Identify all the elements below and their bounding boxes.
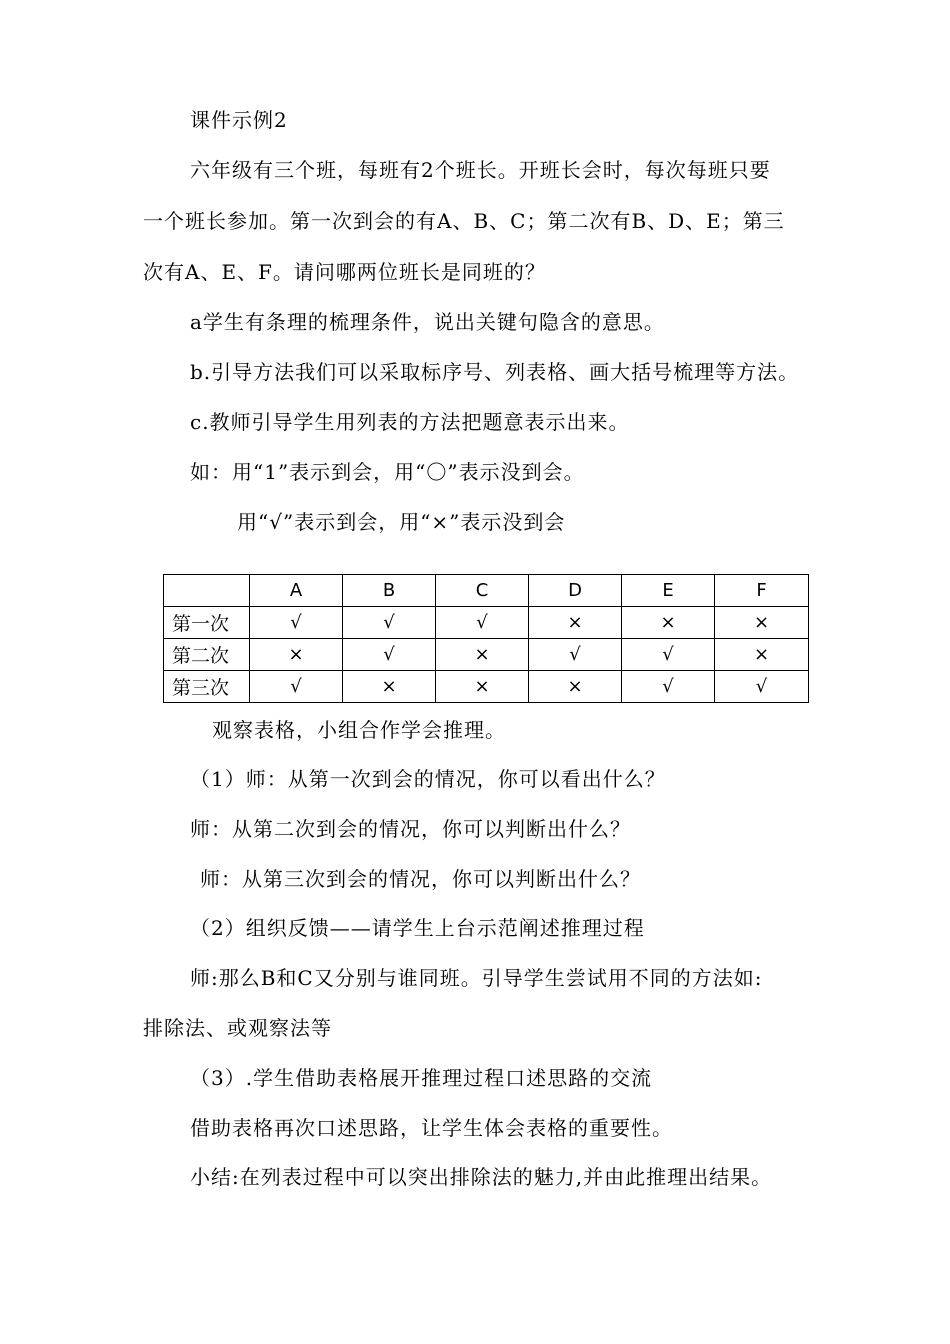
table-cell: × — [529, 671, 622, 703]
row-label: 第一次 — [164, 607, 250, 639]
problem-line-1: 六年级有三个班，每班有2个班长。开班长会时，每次每班只要 — [190, 158, 771, 182]
question-2: 师：从第二次到会的情况，你可以判断出什么？ — [190, 817, 631, 841]
column-header: A — [250, 575, 343, 607]
step-b: b.引导方法我们可以采取标序号、列表格、画大括号梳理等方法。 — [190, 360, 800, 384]
step-3: （3）.学生借助表格展开推理过程口述思路的交流 — [190, 1066, 653, 1090]
question-3: 师：从第三次到会的情况，你可以判断出什么？ — [200, 867, 641, 891]
table-corner-cell — [164, 575, 250, 607]
table-cell: √ — [250, 607, 343, 639]
table-row — [164, 671, 809, 703]
attendance-table — [163, 574, 809, 703]
table-cell: × — [622, 607, 715, 639]
teacher-line-1: 师:那么B和C又分别与谁同班。引导学生尝试用不同的方法如: — [190, 966, 763, 990]
row-label: 第三次 — [164, 671, 250, 703]
table-cell: √ — [343, 607, 436, 639]
summary-line: 小结:在列表过程中可以突出排除法的魅力,并由此推理出结果。 — [190, 1165, 773, 1189]
column-header: D — [529, 575, 622, 607]
table-cell: √ — [529, 639, 622, 671]
table-cell: × — [250, 639, 343, 671]
table-cell: × — [343, 671, 436, 703]
column-header: E — [622, 575, 715, 607]
example-2: 用“√”表示到会，用“×”表示没到会 — [237, 510, 566, 534]
step-a: a学生有条理的梳理条件，说出关键句隐含的意思。 — [190, 310, 665, 334]
example-1: 如：用“1”表示到会，用“〇”表示没到会。 — [190, 460, 585, 484]
table-cell: √ — [715, 671, 809, 703]
problem-line-2: 一个班长参加。第一次到会的有A、B、C；第二次有B、D、E；第三 — [143, 209, 785, 233]
table-cell: × — [529, 607, 622, 639]
table-cell: √ — [436, 607, 529, 639]
heading: 课件示例2 — [190, 108, 288, 132]
table-header-row — [164, 575, 809, 607]
table-cell: √ — [622, 671, 715, 703]
table-cell: × — [436, 671, 529, 703]
table-cell: √ — [622, 639, 715, 671]
table-cell: × — [715, 607, 809, 639]
step-c: c.教师引导学生用列表的方法把题意表示出来。 — [190, 410, 630, 434]
column-header: F — [715, 575, 809, 607]
table-cell: √ — [343, 639, 436, 671]
table-row — [164, 639, 809, 671]
retell-line: 借助表格再次口述思路，让学生体会表格的重要性。 — [190, 1116, 673, 1140]
problem-line-3: 次有A、E、F。请问哪两位班长是同班的？ — [143, 260, 546, 284]
table-cell: √ — [250, 671, 343, 703]
table-cell: × — [715, 639, 809, 671]
row-label: 第二次 — [164, 639, 250, 671]
table-row — [164, 607, 809, 639]
step-2: （2）组织反馈——请学生上台示范阐述推理过程 — [190, 916, 645, 940]
column-header: B — [343, 575, 436, 607]
table-cell: × — [436, 639, 529, 671]
question-1: （1）师：从第一次到会的情况，你可以看出什么？ — [190, 767, 666, 791]
observe-line: 观察表格，小组合作学会推理。 — [212, 718, 506, 742]
teacher-line-2: 排除法、或观察法等 — [143, 1016, 332, 1040]
column-header: C — [436, 575, 529, 607]
